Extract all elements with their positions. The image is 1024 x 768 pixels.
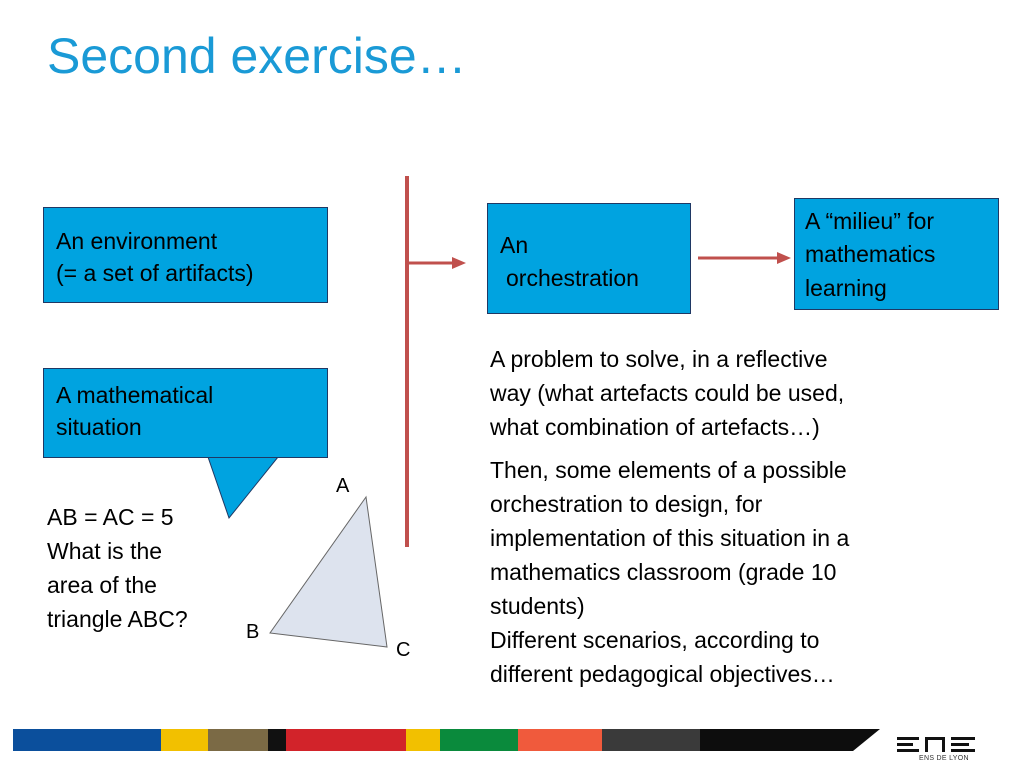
then-line3: implementation of this situation in a: [490, 525, 850, 551]
then-line4: mathematics classroom (grade 10: [490, 559, 837, 585]
footer-segment-olive: [208, 729, 268, 751]
footer-segment-blue: [13, 729, 161, 751]
footer-segment-green: [440, 729, 518, 751]
orchestration-box-line2: orchestration: [506, 265, 639, 292]
footer-segment-orange: [518, 729, 602, 751]
question-line3: area of the: [47, 572, 157, 598]
problem-line1: A problem to solve, in a reflective: [490, 346, 828, 372]
question-line2: What is the: [47, 538, 163, 564]
vertex-label-a: A: [336, 475, 350, 497]
then-line5: students): [490, 593, 585, 619]
then-line2: orchestration to design, for: [490, 491, 763, 517]
logo-caption: ENS DE LYON: [919, 755, 969, 762]
footer-color-bar: [13, 729, 880, 751]
environment-box-line2: (= a set of artifacts): [56, 260, 254, 287]
footer-segment-red: [286, 729, 406, 751]
slide-title: Second exercise…: [47, 28, 467, 84]
footer-segment-black2: [700, 729, 880, 751]
milieu-box-line3: learning: [805, 274, 887, 301]
footer-segment-yellow: [161, 729, 208, 751]
footer-segment-grey: [602, 729, 700, 751]
orchestration-box-line1: An: [500, 232, 529, 258]
environment-box-line1: An environment: [56, 228, 218, 254]
situation-box-line2: situation: [56, 414, 142, 441]
then-line7: different pedagogical objectives…: [490, 661, 835, 687]
problem-line2: way (what artefacts could be used,: [490, 380, 845, 406]
milieu-box-line2: mathematics: [805, 241, 936, 268]
arrowhead-icon: [777, 252, 791, 264]
arrowhead-icon: [452, 257, 466, 269]
situation-box-line1: A mathematical: [56, 382, 214, 408]
triangle-question: [47, 500, 237, 636]
orchestration-description: [490, 453, 970, 691]
triangle-abc: [270, 497, 387, 647]
then-line6: Different scenarios, according to: [490, 627, 820, 653]
footer-segment-yellow2: [406, 729, 440, 751]
question-line4: triangle ABC?: [47, 606, 188, 632]
then-line1: Then, some elements of a possible: [490, 457, 847, 483]
problem-description: [490, 342, 970, 444]
vertex-label-c: C: [396, 639, 411, 661]
problem-line3: what combination of artefacts…): [490, 414, 820, 440]
footer-segment-black: [268, 729, 286, 751]
milieu-box-line1: A “milieu” for: [805, 208, 935, 234]
question-line1: AB = AC = 5: [47, 504, 174, 530]
situation-callout-box: [43, 368, 328, 458]
vertex-label-b: B: [246, 621, 260, 643]
